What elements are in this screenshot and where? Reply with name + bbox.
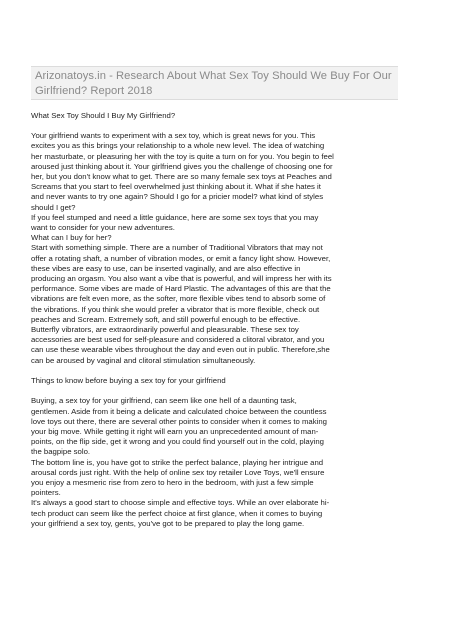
text-line: and never wants to try one again? Should I go for a pricier model? what kind of styles (31, 192, 324, 202)
text-line: points, on the flip side, get it wrong and you could find yourself out in the cold, playing (31, 437, 324, 447)
text-line: can use these wearable vibes throughout the day and even out in public. Therefore,she (31, 345, 330, 355)
document-body (31, 111, 403, 539)
text-line: Your girlfriend wants to experiment with a sex toy, which is great news for you. This (31, 131, 316, 141)
text-line: The bottom line is, you have got to strike the perfect balance, playing her intrigue and (31, 457, 324, 467)
text-line: these vibes are easy to use, can be inserted vaginally, and are also effective in (31, 263, 301, 273)
text-line: producing an orgasm. You also want a vibe that is powerful, and will impress her with its (31, 274, 332, 284)
text-line: you enjoy a mesmeric rise from zero to hero in the bedroom, with just a few simple (31, 478, 314, 488)
document-title: Arizonatoys.in - Research About What Sex Toy Should We Buy For Our Girlfriend? Report 2018 (35, 70, 392, 97)
text-line: tech product can seem like the perfect choice at first glance, when it comes to buying (31, 508, 323, 518)
text-line: peaches and Scream. Extremely soft, and still powerful enough to be effective. (31, 314, 301, 324)
section-subheading: Things to know before buying a sex toy for your girlfriend (31, 376, 226, 386)
text-line: pointers. (31, 488, 61, 498)
text-line: vibrations are felt even more, as the softer, more flexible vibes tend to absorb some of (31, 294, 326, 304)
text-line: should I get? (31, 202, 76, 212)
text-line: arousal cords just right. With the help of online sex toy retailer Love Toys, we'll ensure (31, 467, 325, 477)
text-line: her masturbate, or pleasuring her with the toy is quite a turn on for you. You begin to feel (31, 151, 334, 161)
text-line: excites you as this brings your relationship to a whole new level. The idea of watching (31, 141, 325, 151)
text-line: her, but you don't know what to get. There are so many female sex toys at Peaches and (31, 172, 332, 182)
text-line: love toys out there, there are several other points to consider when it comes to making (31, 416, 327, 426)
text-line: Screams that you start to feel overwhelmed just thinking about it. What if she hates it (31, 182, 321, 192)
text-line: It's always a good start to choose simple and effective toys. While an over elaborate hi- (31, 498, 330, 508)
text-line: can be aroused by vaginal and clitoral stimulation simultaneously. (31, 355, 256, 365)
text-line: want to consider for your new adventures. (31, 223, 175, 233)
text-line: If you feel stumped and need a little guidance, here are some sex toys that you may (31, 212, 319, 222)
text-line: Start with something simple. There are a number of Traditional Vibrators that may not (31, 243, 323, 253)
title-banner (31, 66, 398, 100)
paragraph-block-1 (31, 131, 403, 366)
text-line: What can I buy for her? (31, 233, 112, 243)
text-line: the bagpipe solo. (31, 447, 91, 457)
text-line: accessories are best used for self-pleasure and considered a clitoral vibrator, and you (31, 335, 325, 345)
text-line: performance. Some vibes are made of Hard Plastic. The advantages of this are that the (31, 284, 331, 294)
text-line: aroused just thinking about it. Your girlfriend gives you the challenge of choosing one for (31, 161, 333, 171)
paragraph-block-2 (31, 396, 403, 529)
section-heading: What Sex Toy Should I Buy My Girlfriend? (31, 111, 176, 120)
text-line: offer a rotating shaft, a number of vibration modes, or emit a fancy light show. However, (31, 253, 331, 263)
text-line: gentlemen. Aside from it being a delicate and calculated choice between the countless (31, 406, 327, 416)
text-line: Buying, a sex toy for your girlfriend, can seem like one hell of a daunting task, (31, 396, 297, 406)
text-line: the vibrations. If you think she would prefer a vibrator that is more flexible, check out (31, 304, 320, 314)
text-line: Butterfly vibrators, are extraordinarily powerful and pleasurable. These sex toy (31, 325, 299, 335)
text-line: your big move. While getting it right will earn you an unprecedented amount of man- (31, 427, 319, 437)
text-line: your girlfriend a sex toy, gents, you've got to be prepared to play the long game. (31, 518, 305, 528)
